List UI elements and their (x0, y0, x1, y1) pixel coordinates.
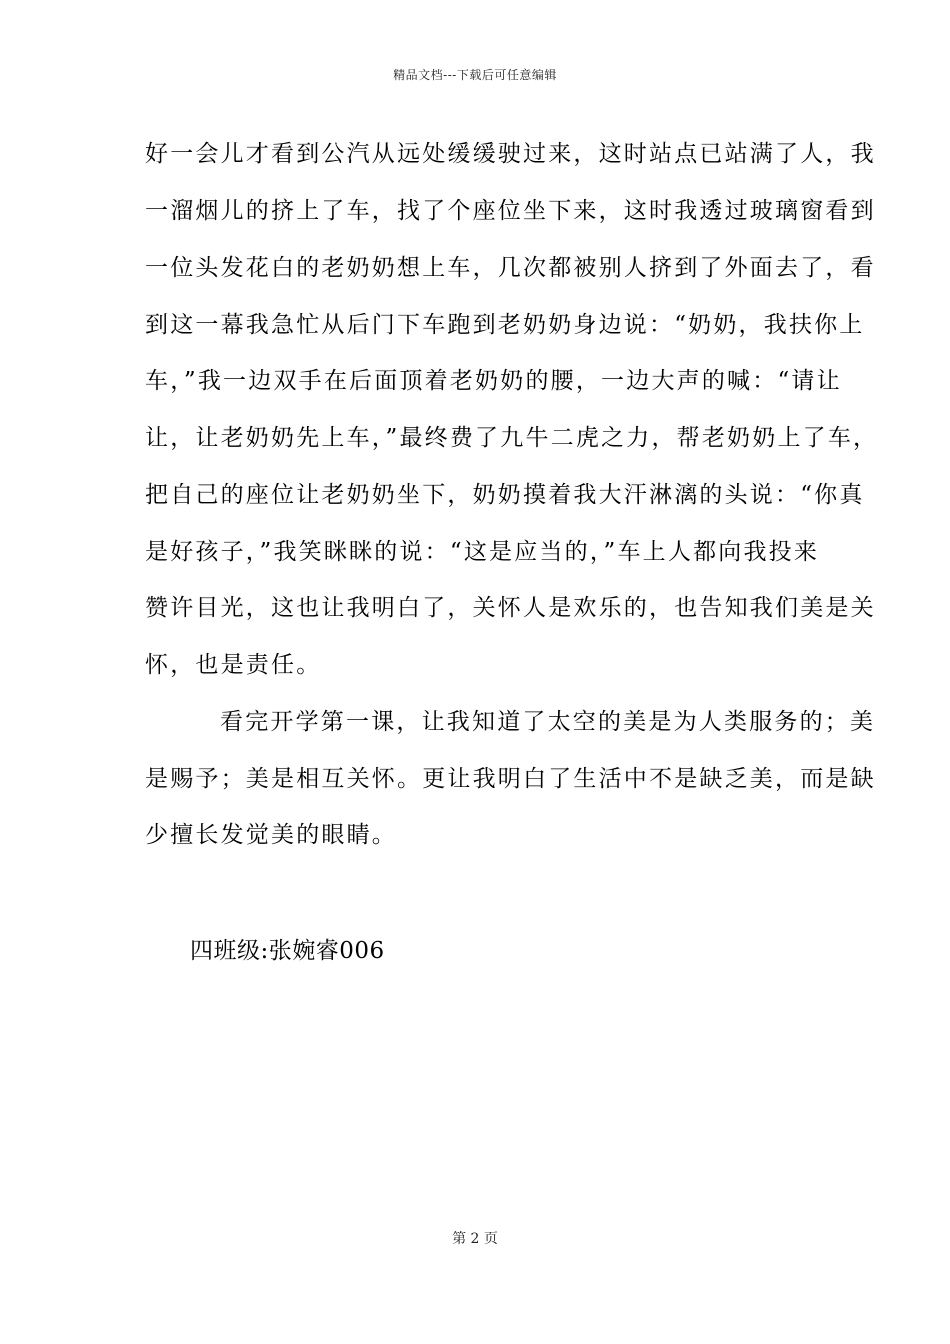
text-line: 车，”我一边双手在后面顶着老奶奶的腰，一边大声的喊：“请让 (145, 368, 842, 394)
page-header: 精品文档---下载后可任意编辑 (393, 68, 557, 82)
text-line: 少擅长发觉美的眼睛。 (145, 822, 397, 848)
text-line: 一位头发花白的老奶奶想上车，几次都被别人挤到了外面去了，看 (145, 255, 876, 281)
text-line: 是好孩子，”我笑眯眯的说：“这是应当的，”车上人都向我投来 (145, 539, 820, 565)
text-line: 赞许目光，这也让我明白了，关怀人是欢乐的，也告知我们美是关 (145, 595, 876, 621)
text-line: 把自己的座位让老奶奶坐下，奶奶摸着我大汗淋漓的头说：“你真 (145, 482, 865, 508)
text-line: 让，让老奶奶先上车，”最终费了九牛二虎之力，帮老奶奶上了车， (145, 425, 879, 451)
text-line: 到这一幕我急忙从后门下车跑到老奶奶身边说：“奶奶，我扶你上 (145, 312, 865, 338)
text-line: 怀，也是责任。 (145, 652, 322, 678)
signature: 四班级:张婉睿006 (190, 938, 385, 964)
text-line: 是赐予；美是相互关怀。更让我明白了生活中不是缺乏美，而是缺 (145, 766, 876, 792)
text-line: 好一会儿才看到公汽从远处缓缓驶过来，这时站点已站满了人，我 (145, 141, 876, 167)
text-line: 看完开学第一课，让我知道了太空的美是为人类服务的；美 (220, 709, 876, 735)
page-number: 第 2 页 (452, 1231, 498, 1247)
text-line: 一溜烟儿的挤上了车，找了个座位坐下来，这时我透过玻璃窗看到 (145, 198, 876, 224)
